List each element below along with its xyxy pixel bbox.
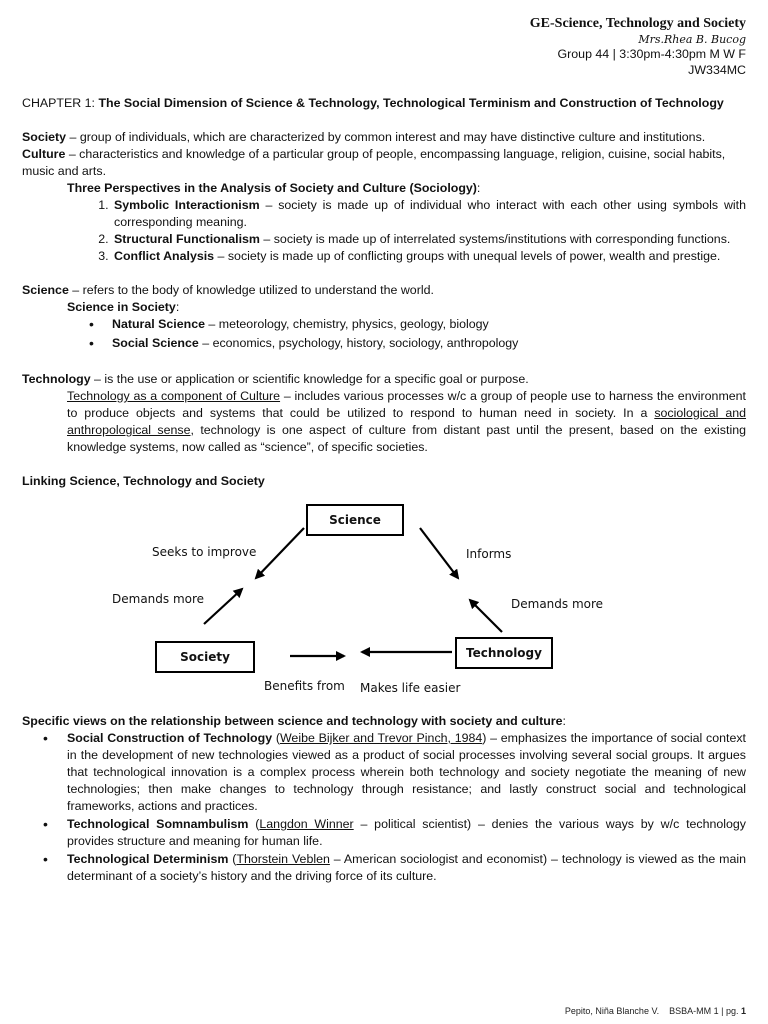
label-seeks-to-improve: Seeks to improve xyxy=(152,545,257,559)
society-definition xyxy=(22,129,746,146)
society-text: – group of individuals, which are characterized by common interest and may have distinctive culture and institutions. xyxy=(66,130,706,144)
view-term: Social Construction of Technology xyxy=(67,731,273,745)
technology-box: Technology xyxy=(455,637,553,669)
science-list xyxy=(22,316,746,352)
label-makes-life-easier: Makes life easier xyxy=(360,681,461,695)
page-footer xyxy=(565,1003,746,1020)
technology-culture-text: – includes various processes w/c a group of people use to harness the environment to produce objects and systems that could be utilized to respond to human need in society. In a xyxy=(67,389,746,420)
science-type-desc: – economics, psychology, history, sociology, anthropology xyxy=(198,336,519,350)
science-box: Science xyxy=(306,504,404,536)
view-reference: Thorstein Veblen xyxy=(236,852,330,866)
perspective-desc: – society is made up of conflicting groups with unequal levels of power, wealth and prestige. xyxy=(214,249,721,263)
society-term: Society xyxy=(22,130,67,144)
chapter-prefix: CHAPTER 1: xyxy=(22,96,99,110)
science-definition xyxy=(22,282,746,299)
science-text: – refers to the body of knowledge utilized to understand the world. xyxy=(68,283,434,297)
technology-definition xyxy=(22,371,746,388)
perspectives-heading-text: Three Perspectives in the Analysis of Society and Culture (Sociology) xyxy=(67,181,477,195)
linking-heading-text: Linking Science, Technology and Society xyxy=(22,474,265,488)
technology-text: – is the use or application or scientific knowledge for a specific goal or purpose. xyxy=(90,372,529,386)
perspectives-heading xyxy=(22,180,746,197)
document-page xyxy=(22,16,746,886)
label-demands-more-left: Demands more xyxy=(112,592,205,606)
arrow-science-to-technology xyxy=(420,528,458,578)
society-box: Society xyxy=(155,641,255,673)
arrow-society-to-science xyxy=(204,589,242,624)
linking-heading xyxy=(22,473,746,490)
view-paren-open: ( xyxy=(228,852,237,866)
science-in-society-colon: : xyxy=(175,300,180,314)
science-type-term: Natural Science xyxy=(112,317,205,331)
course-title: GE-Science, Technology and Society xyxy=(529,16,746,31)
technology-culture-term: Technology as a component of Culture xyxy=(67,389,281,403)
view-desc: ) – emphasizes the importance of social context in the development of new technologies viewed as a product of social processes involving several social groups. It argues that technological innovation is a complex process wherein both technology and society negotiate the meaning of new technologies; then make changes to technology through resistance; and lastly construct social and technological frameworks, actions and practices. xyxy=(67,731,746,813)
arrow-science-to-society xyxy=(256,528,304,578)
science-type-desc: – meteorology, chemistry, physics, geology, biology xyxy=(204,317,489,331)
label-benefits-from: Benefits from xyxy=(264,679,345,693)
science-in-society-heading xyxy=(22,299,746,316)
arrow-technology-to-science xyxy=(470,600,502,632)
views-heading-text: Specific views on the relationship between science and technology with society and culture xyxy=(22,714,563,728)
perspectives-list xyxy=(22,197,746,265)
view-reference: Weibe Bijker and Trevor Pinch, 1984 xyxy=(279,731,483,745)
perspective-desc: – society is made up of interrelated systems/institutions with corresponding functions. xyxy=(259,232,731,246)
view-desc: – political scientist) – denies the various ways by w/c technology provides structure and meaning for human life. xyxy=(67,817,747,848)
science-type-term: Social Science xyxy=(112,336,199,350)
culture-term: Culture xyxy=(22,147,66,161)
page-number: 1 xyxy=(740,1006,746,1016)
class-code: JW334MC xyxy=(688,62,746,77)
view-item xyxy=(67,851,746,885)
view-item xyxy=(67,816,746,850)
technology-culture-paragraph xyxy=(22,388,746,456)
view-term: Technological Determinism xyxy=(67,852,229,866)
perspective-item xyxy=(112,231,746,248)
science-in-society-text: Science in Society xyxy=(67,300,176,314)
sts-diagram xyxy=(22,504,746,704)
label-informs: Informs xyxy=(466,547,512,561)
chapter-title: The Social Dimension of Science & Technology, Technological Terminism and Construction of Technology xyxy=(98,96,724,110)
view-paren-open: ( xyxy=(272,731,280,745)
views-heading-colon: : xyxy=(562,714,566,728)
perspective-term: Structural Functionalism xyxy=(114,232,260,246)
view-term: Technological Somnambulism xyxy=(67,817,249,831)
views-list xyxy=(22,730,746,885)
science-list-item xyxy=(112,335,746,352)
science-term: Science xyxy=(22,283,69,297)
document-header xyxy=(22,16,746,78)
perspective-term: Symbolic Interactionism xyxy=(114,198,260,212)
science-list-item xyxy=(112,316,746,333)
view-reference: Langdon Winner xyxy=(259,817,354,831)
culture-definition xyxy=(22,146,746,180)
culture-text: – characteristics and knowledge of a particular group of people, encompassing language, religion, cuisine, social habits, music and arts. xyxy=(22,147,726,178)
view-item xyxy=(67,730,746,815)
perspective-desc: – society is made up of individual who interact with each other using symbols with corresponding meaning. xyxy=(114,198,747,229)
perspective-term: Conflict Analysis xyxy=(114,249,215,263)
label-demands-more-right: Demands more xyxy=(511,597,604,611)
technology-culture-text-2: , technology is one aspect of culture from distant past until the present, based on the existing knowledge systems, now called as “science”, of specific societies. xyxy=(67,423,746,454)
technology-term: Technology xyxy=(22,372,91,386)
footer-text: Pepito, Niña Blanche V. BSBA-MM 1 | pg. xyxy=(564,1006,741,1016)
perspectives-heading-colon: : xyxy=(476,181,481,195)
perspective-item xyxy=(112,197,746,231)
chapter-heading xyxy=(22,95,746,112)
views-heading xyxy=(22,713,746,730)
view-paren-open: ( xyxy=(248,817,260,831)
view-desc: – American sociologist and economist) – technology is viewed as the main determinant of a society’s history and the driving force of its culture. xyxy=(67,852,746,883)
class-schedule: Group 44 | 3:30pm-4:30pm M W F xyxy=(557,47,746,61)
teacher-name: Mrs.Rhea B. Bucog xyxy=(638,32,746,46)
perspective-item xyxy=(112,248,746,265)
sociological-sense-term: sociological and anthropological sense xyxy=(67,406,747,437)
